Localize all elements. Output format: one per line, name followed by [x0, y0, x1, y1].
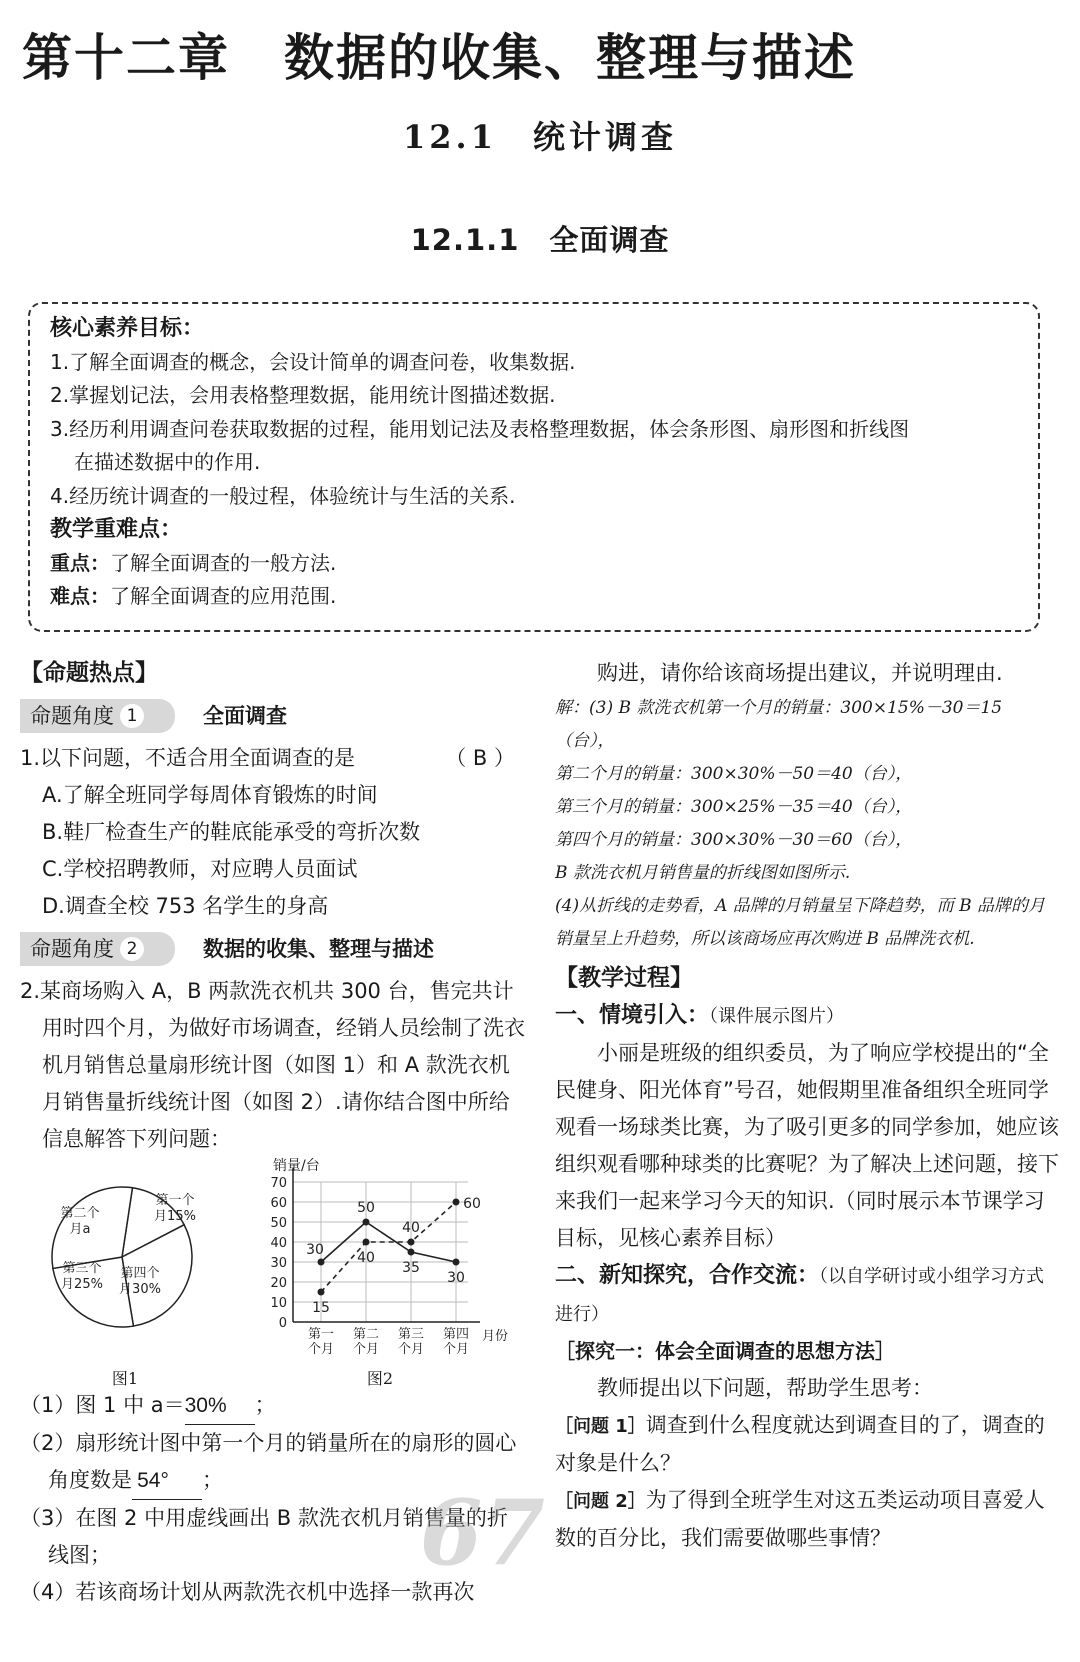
sub-question-4: （4）若该商场计划从两款洗衣机中选择一款再次 — [20, 1580, 475, 1604]
pie-label: 第四个月30% — [119, 1266, 161, 1297]
teacher-prompt: 教师提出以下问题，帮助学生思考： — [597, 1376, 933, 1400]
explore-1-title: ［探究一：体会全面调查的思想方法］ — [555, 1339, 895, 1363]
chapter-label: 第十二章 — [22, 29, 230, 87]
problem-label: ［问题 1］ — [555, 1416, 646, 1437]
data-label: 35 — [402, 1260, 420, 1276]
option: A.了解全班同学每周体育锻炼的时间 — [42, 783, 378, 807]
answer-choice: （ B ） — [445, 746, 515, 770]
data-point — [408, 1239, 415, 1246]
explore-note: （以自学研讨或小组学习方式进行） — [555, 1266, 1045, 1325]
angle-title: 数据的收集、整理与描述 — [203, 936, 434, 961]
x-tick-label: 第四个月 — [442, 1327, 470, 1357]
goal-item: 2.掌握划记法，会用表格整理数据，能用统计图描述数据. — [50, 383, 556, 407]
problem-1 — [555, 1407, 1060, 1482]
problem-2 — [555, 1482, 1060, 1557]
explore-heading-row — [555, 1257, 1060, 1333]
goal-item: 1.了解全面调查的概念，会设计简单的调查问卷，收集数据. — [50, 349, 576, 374]
x-tick-label: 第一个月 — [307, 1327, 335, 1357]
pie-label: 第三个月25% — [61, 1261, 103, 1292]
option: C.学校招聘教师，对应聘人员面试 — [42, 857, 358, 881]
figure-1-label: 图1 — [111, 1369, 139, 1388]
data-label: 30 — [306, 1242, 324, 1258]
intro-note: （课件展示图片） — [709, 1006, 845, 1027]
solution-line: 第四个月的销量：300×30%－30＝60（台）， — [555, 830, 913, 850]
sub-question-text: （1）图 1 中 a＝ — [20, 1393, 185, 1417]
answer-blank: 30% — [185, 1387, 255, 1425]
question-continuation: 购进，请你给该商场提出建议，并说明理由. — [597, 661, 1003, 685]
option: D.调查全校 753 名学生的身高 — [42, 894, 329, 918]
key-label: 重点： — [50, 550, 110, 575]
goals-box — [28, 302, 1040, 632]
solution-line: 第三个月的销量：300×25%－35＝40（台）， — [555, 797, 913, 817]
sub-question-3: （3）在图 2 中用虚线画出 B 款洗衣机月销售量的折线图； — [20, 1506, 508, 1567]
y-tick-label: 60 — [270, 1196, 287, 1211]
difficulty-point — [50, 580, 1020, 614]
angle-1-row — [20, 694, 525, 738]
angle-badge — [20, 932, 175, 966]
figures-area — [20, 1158, 525, 1388]
left-column — [20, 655, 525, 1611]
figure-2-label: 图2 — [366, 1369, 394, 1388]
intro-heading-row — [555, 997, 1060, 1035]
question-2-stem: 2.某商场购入 A，B 两款洗衣机共 300 台，售完共计用时四个月，为做好市场调查，经销人员绘制了洗衣机月销售总量扇形统计图（如图 1）和 A 款洗衣机月销售量折线统计图（如图 2）.请你结合图中所给信息解答下列问题： — [20, 979, 525, 1151]
data-label: 30 — [447, 1270, 465, 1286]
pie-label: 第一个月15% — [154, 1193, 196, 1224]
y-tick-label: 10 — [270, 1296, 287, 1311]
data-label: 40 — [357, 1250, 375, 1266]
line-chart — [245, 1154, 515, 1364]
y-tick-label: 70 — [270, 1176, 287, 1191]
data-label: 40 — [402, 1220, 420, 1236]
hot-topics-heading: 【命题热点】 — [20, 660, 158, 686]
angle-title: 全面调查 — [203, 703, 287, 728]
section-title: 12.1 统计调查 — [403, 118, 677, 156]
solution-line: 第二个月的销量：300×30%－50＝40（台）， — [555, 764, 913, 784]
goal-item: 3.经历利用调查问卷获取数据的过程，能用划记法及表格整理数据，体会条形图、扇形图和折线图 — [50, 416, 910, 441]
x-tick-label: 第二个月 — [352, 1327, 380, 1357]
chapter-title — [22, 18, 856, 90]
angle-badge-label: 命题角度 — [30, 704, 114, 728]
data-point — [453, 1259, 460, 1266]
explore-heading: 二、新知探究，合作交流： — [555, 1263, 820, 1288]
answer-blank: 54° — [132, 1462, 202, 1500]
subsection-title: 12.1.1 全面调查 — [410, 223, 670, 257]
problem-label: ［问题 2］ — [555, 1491, 646, 1512]
solution-line: 解：(3) B 款洗衣机第一个月的销量：300×15%－30＝15（台）， — [555, 698, 1003, 751]
y-axis-label: 销量/台 — [273, 1158, 320, 1174]
question-1 — [20, 740, 525, 925]
y-tick-label: 20 — [270, 1276, 287, 1291]
sub-question-text: （2）扇形统计图中第一个月的销量所在的扇形的圆心角度数是 — [20, 1431, 517, 1492]
data-point — [363, 1219, 370, 1226]
y-tick-label: 40 — [270, 1236, 287, 1251]
pie-slice — [52, 1187, 132, 1268]
angle-badge — [20, 699, 175, 733]
angle-number: 2 — [120, 937, 144, 961]
angle-badge-label: 命题角度 — [30, 937, 114, 961]
right-column — [555, 655, 1060, 1557]
diff-label: 难点： — [50, 584, 110, 608]
key-point — [50, 547, 1020, 581]
data-point — [363, 1239, 370, 1246]
problem-text: 为了得到全班学生对这五类运动项目喜爱人数的百分比，我们需要做哪些事情？ — [555, 1488, 1045, 1550]
y-tick-label: 30 — [270, 1256, 287, 1271]
angle-number: 1 — [120, 704, 144, 728]
pie-label: 第二个月a — [60, 1206, 100, 1237]
goal-item: 4.经历统计调查的一般过程，体验统计与生活的关系. — [50, 483, 516, 508]
chapter-name: 数据的收集、整理与描述 — [284, 29, 856, 87]
key-text: 了解全面调查的一般方法. — [110, 550, 337, 575]
series-line-B — [321, 1202, 456, 1292]
page-number: 67 — [419, 1480, 545, 1586]
data-label: 15 — [312, 1300, 330, 1316]
data-label: 60 — [463, 1196, 481, 1212]
intro-heading: 一、情境引入： — [555, 1003, 710, 1028]
x-axis-label: 月份 — [482, 1329, 509, 1344]
problem-text: 调查到什么程度就达到调查目的了，调查的对象是什么？ — [555, 1413, 1045, 1475]
x-tick-label: 第三个月 — [397, 1327, 425, 1357]
y-tick-label: 0 — [278, 1316, 287, 1331]
data-point — [453, 1199, 460, 1206]
diff-text: 了解全面调查的应用范围. — [110, 584, 337, 608]
sub-question-end: ； — [254, 1393, 276, 1417]
option: B.鞋厂检查生产的鞋底能承受的弯折次数 — [42, 820, 421, 844]
data-point — [318, 1289, 325, 1296]
sub-question-end: ； — [202, 1468, 223, 1492]
data-label: 50 — [357, 1200, 375, 1216]
goal-item: 在描述数据中的作用. — [74, 450, 261, 474]
data-point — [408, 1249, 415, 1256]
question-stem: 1.以下问题，不适合用全面调查的是 — [20, 746, 356, 770]
angle-2-row — [20, 927, 525, 971]
pie-chart — [40, 1162, 210, 1362]
key-points-heading: 教学重难点： — [50, 517, 183, 542]
teaching-process-heading: 【教学过程】 — [555, 965, 693, 991]
y-tick-label: 50 — [270, 1216, 287, 1231]
solution-line: (4)从折线的走势看，A 品牌的月销量呈下降趋势，而 B 品牌的月销量呈上升趋势，所以该商场应再次购进 B 品牌洗衣机. — [555, 896, 1046, 949]
solution-line: B 款洗衣机月销售量的折线图如图所示. — [555, 863, 851, 883]
intro-text: 小丽是班级的组织委员，为了响应学校提出的“全民健身、阳光体育”号召，她假期里准备组织全班同学观看一场球类比赛，为了吸引更多的同学参加，她应该组织观看哪种球类的比赛呢？为了解决上述问题，接下来我们一起来学习今天的知识.（同时展示本节课学习目标，见核心素养目标） — [555, 1041, 1059, 1250]
core-goals-heading: 核心素养目标： — [50, 316, 205, 341]
data-point — [318, 1259, 325, 1266]
